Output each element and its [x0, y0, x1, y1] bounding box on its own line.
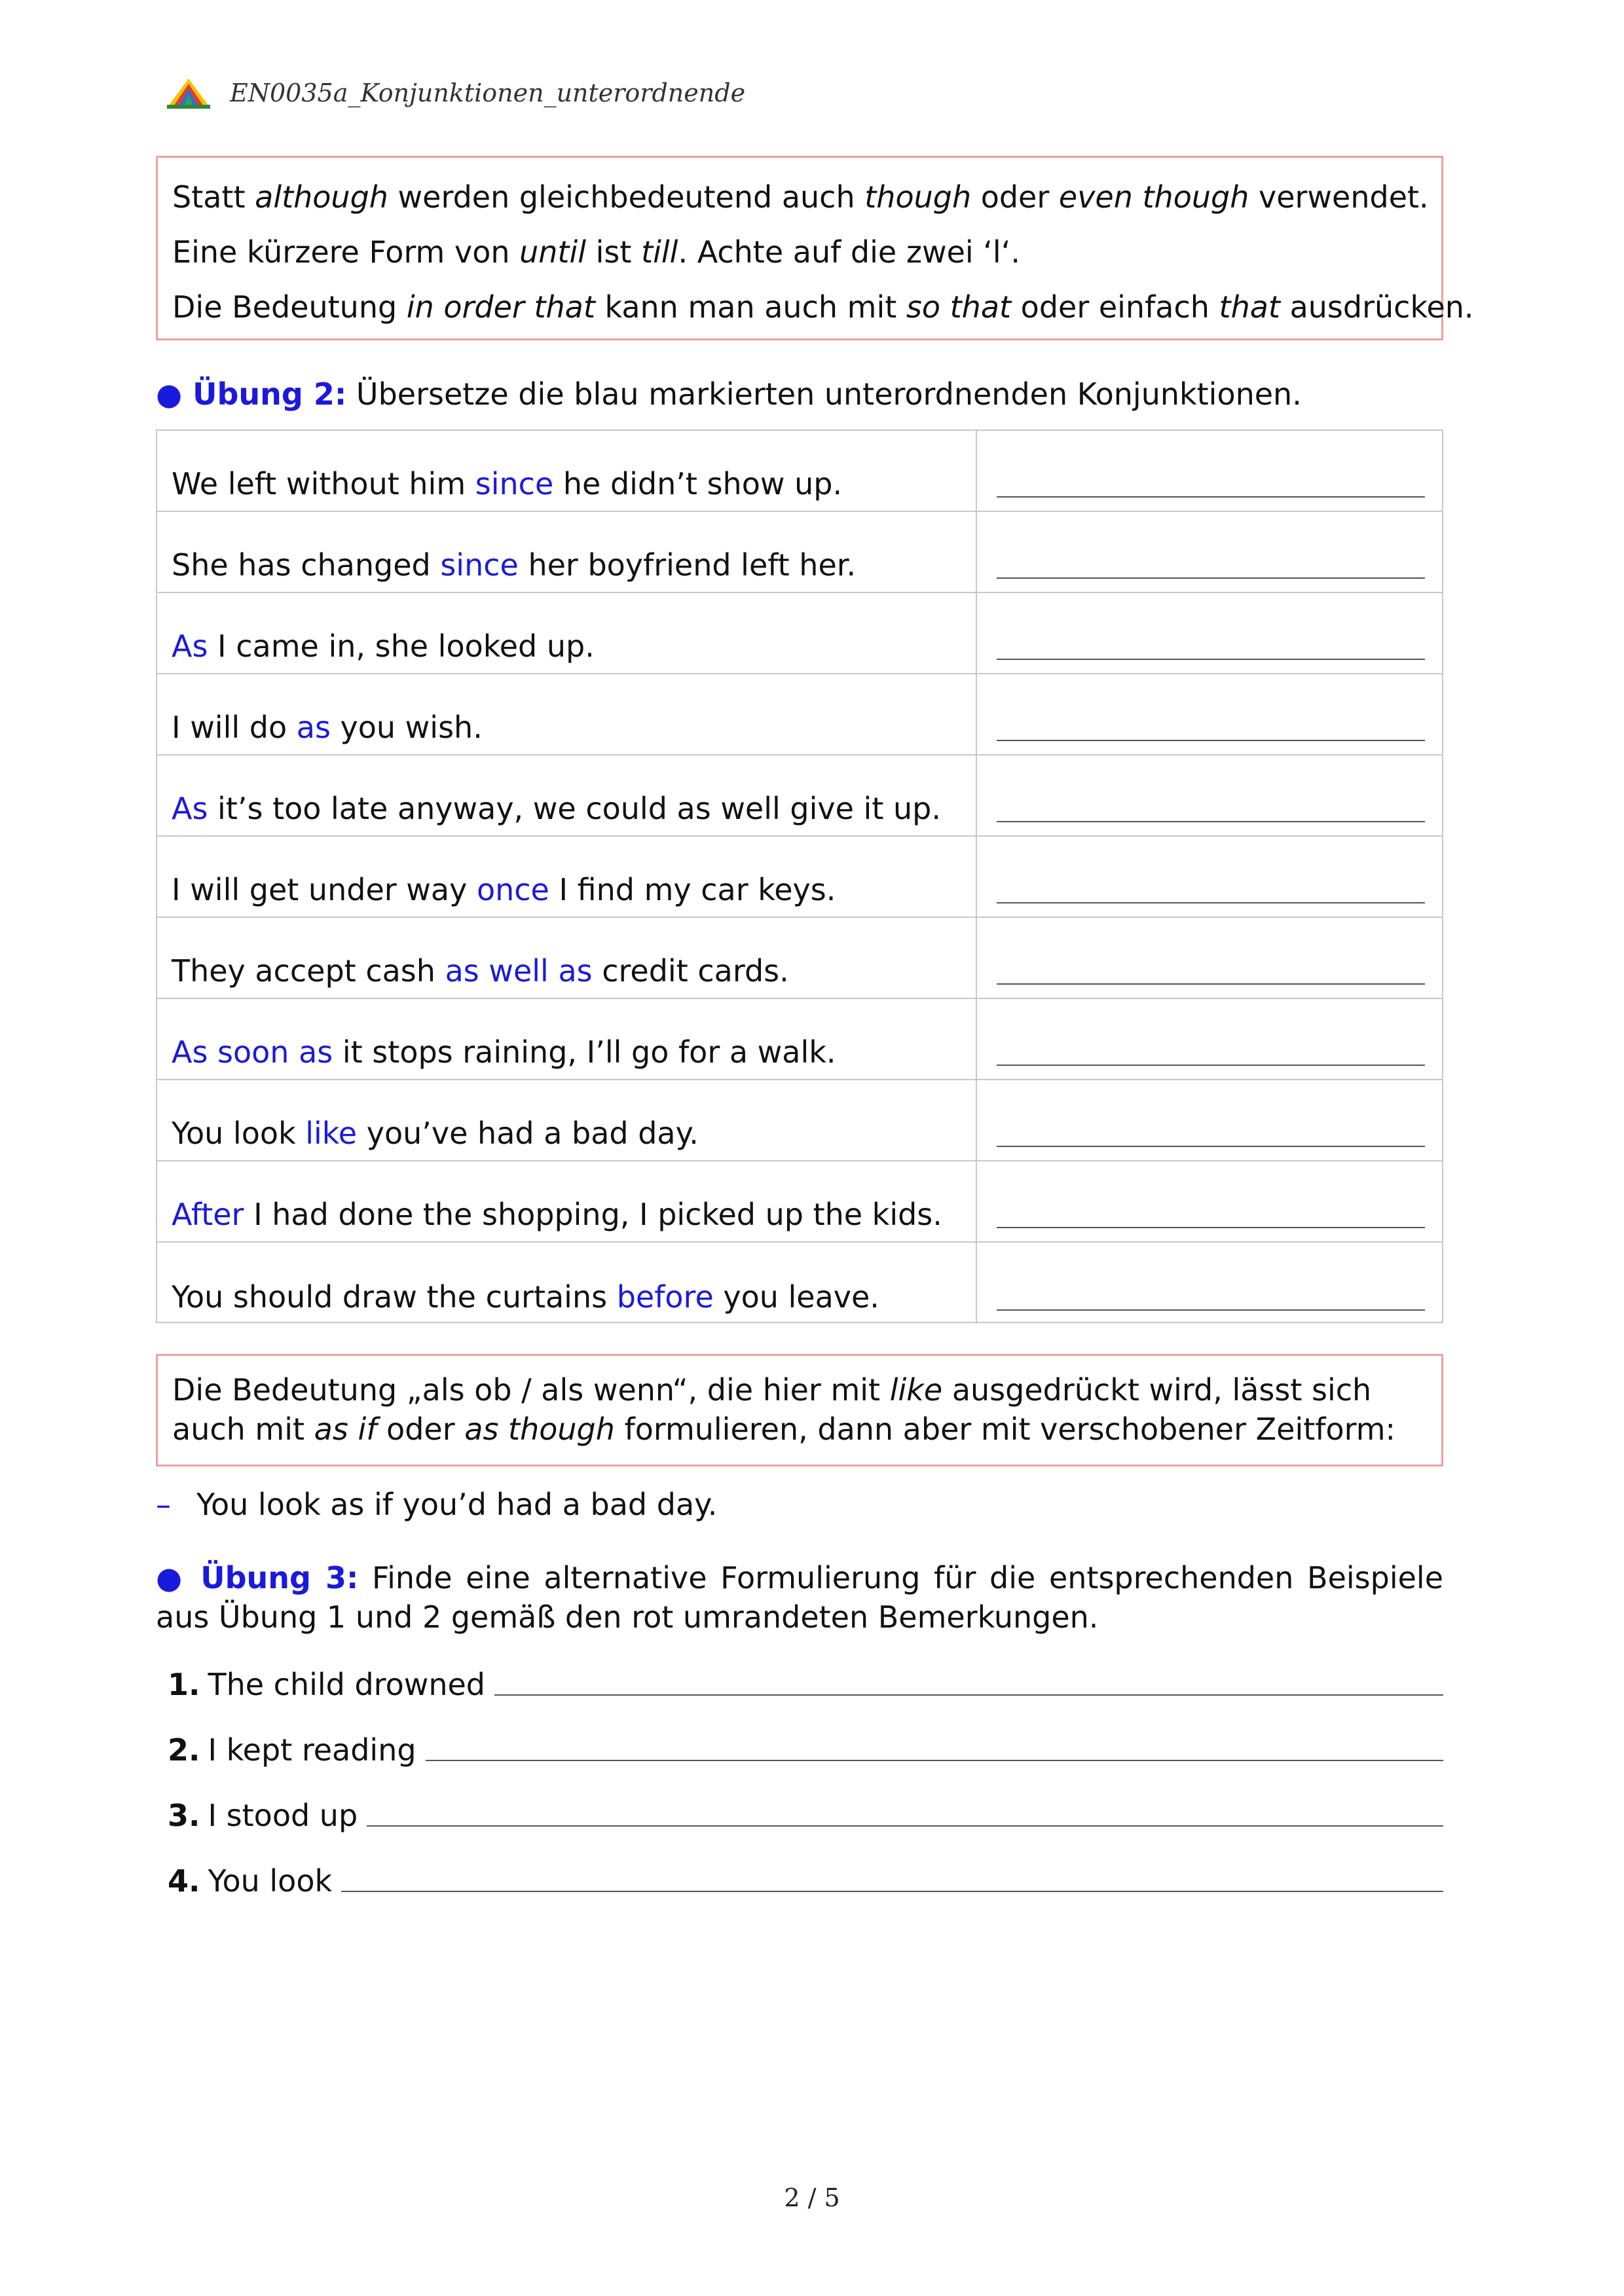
table-row [157, 512, 1442, 593]
conjunction: since [475, 466, 554, 501]
table-row [157, 1080, 1442, 1161]
page-number: 2 / 5 [784, 2183, 840, 2212]
answer-field[interactable] [997, 577, 1425, 579]
item-prompt: I stood up [208, 1798, 358, 1833]
table-row [157, 999, 1442, 1080]
item-number: 4. [168, 1863, 200, 1899]
exercise-2-heading [156, 374, 1443, 414]
conjunction: as [296, 710, 331, 745]
item-prompt: I kept reading [208, 1732, 416, 1768]
table-row [157, 1161, 1442, 1243]
conjunction: like [305, 1116, 358, 1151]
document-title: EN0035a_Konjunktionen_unterordnende [230, 79, 746, 107]
conjunction: once [476, 872, 549, 907]
exercise-3-item [168, 1663, 1443, 1702]
answer-field[interactable] [367, 1825, 1443, 1827]
answer-field[interactable] [997, 1227, 1425, 1228]
example-sentence [156, 1485, 717, 1524]
note-line-in-order-that: Die Bedeutung in order that kann man auch mit so that oder einfach that ausdrücken. [172, 289, 1474, 325]
exercise-2-instruction: Übersetze die blau markierten unterordnenden Konjunktionen. [346, 376, 1302, 412]
answer-field[interactable] [341, 1891, 1443, 1892]
note-box-as-if: Die Bedeutung „als ob / als wenn“, die hier mit like ausgedrückt wird, lässt sich auch mit as if oder as though formulieren, dann aber mit verschobener Zeitform: [156, 1354, 1443, 1467]
page-header [167, 73, 745, 113]
rainbow-mountain-logo [167, 77, 210, 109]
sentence-cell: She has changed since her boyfriend left her. [157, 512, 977, 592]
sentence-cell: You look like you’ve had a bad day. [157, 1080, 977, 1160]
conjunction: As soon as [172, 1034, 333, 1070]
answer-field[interactable] [997, 1065, 1425, 1066]
sentence-cell: As soon as it stops raining, I’ll go for a walk. [157, 999, 977, 1079]
exercise-3-label: ● Übung 3: [156, 1560, 359, 1595]
conjunction: As [172, 791, 208, 826]
answer-field[interactable] [997, 902, 1425, 903]
item-prompt: You look [208, 1863, 333, 1899]
sentence-cell: As it’s too late anyway, we could as well give it up. [157, 756, 977, 835]
answer-field[interactable] [997, 821, 1425, 822]
example-text: You look as if you’d had a bad day. [196, 1487, 718, 1522]
answer-field[interactable] [997, 1309, 1425, 1311]
exercise-3-item [168, 1728, 1443, 1768]
answer-field[interactable] [426, 1760, 1443, 1761]
sentence-cell: You should draw the curtains before you leave. [157, 1243, 977, 1324]
exercise-3-instruction: Finde eine alternative Formulierung für die entsprechenden Beispiele aus Übung 1 und 2 gemäß den rot umrandeten Bemerkungen. [156, 1560, 1443, 1635]
sentence-cell: I will do as you wish. [157, 674, 977, 754]
sentence-cell: We left without him since he didn’t show up. [157, 431, 977, 511]
conjunction: After [172, 1197, 244, 1232]
sentence-cell: After I had done the shopping, I picked up the kids. [157, 1161, 977, 1241]
answer-field[interactable] [997, 496, 1425, 498]
table-row [157, 918, 1442, 999]
table-row [157, 837, 1442, 918]
exercise-3-item [168, 1859, 1443, 1899]
answer-field[interactable] [494, 1694, 1443, 1696]
item-number: 1. [168, 1667, 200, 1702]
conjunction: before [616, 1279, 714, 1315]
exercise-2-label: ● Übung 2: [156, 376, 347, 412]
item-prompt: The child drowned [208, 1667, 486, 1702]
conjunction: as well as [445, 953, 593, 989]
answer-field[interactable] [997, 983, 1425, 985]
note-line-until: Eine kürzere Form von until ist till. Achte auf die zwei ‘l‘. [172, 234, 1020, 270]
sentence-cell: I will get under way once I find my car keys. [157, 837, 977, 917]
item-number: 3. [168, 1798, 200, 1833]
table-row [157, 593, 1442, 674]
dash-bullet: – [156, 1487, 171, 1522]
answer-field[interactable] [997, 659, 1425, 660]
answer-field[interactable] [997, 740, 1425, 741]
translation-table [156, 429, 1443, 1323]
conjunction: As [172, 629, 208, 664]
item-number: 2. [168, 1732, 200, 1768]
note-box-alternatives [156, 156, 1474, 340]
answer-field[interactable] [997, 1146, 1425, 1147]
table-row [157, 756, 1442, 837]
exercise-3-heading [156, 1558, 1443, 1637]
conjunction: since [440, 547, 519, 583]
note-line-although: Statt although werden gleichbedeutend auch though oder even though verwendet. [172, 179, 1429, 215]
sentence-cell: They accept cash as well as credit cards. [157, 918, 977, 998]
sentence-cell: As I came in, she looked up. [157, 593, 977, 673]
table-row [157, 1243, 1442, 1324]
table-row [157, 674, 1442, 756]
table-row [157, 431, 1442, 512]
exercise-3-item [168, 1794, 1443, 1833]
